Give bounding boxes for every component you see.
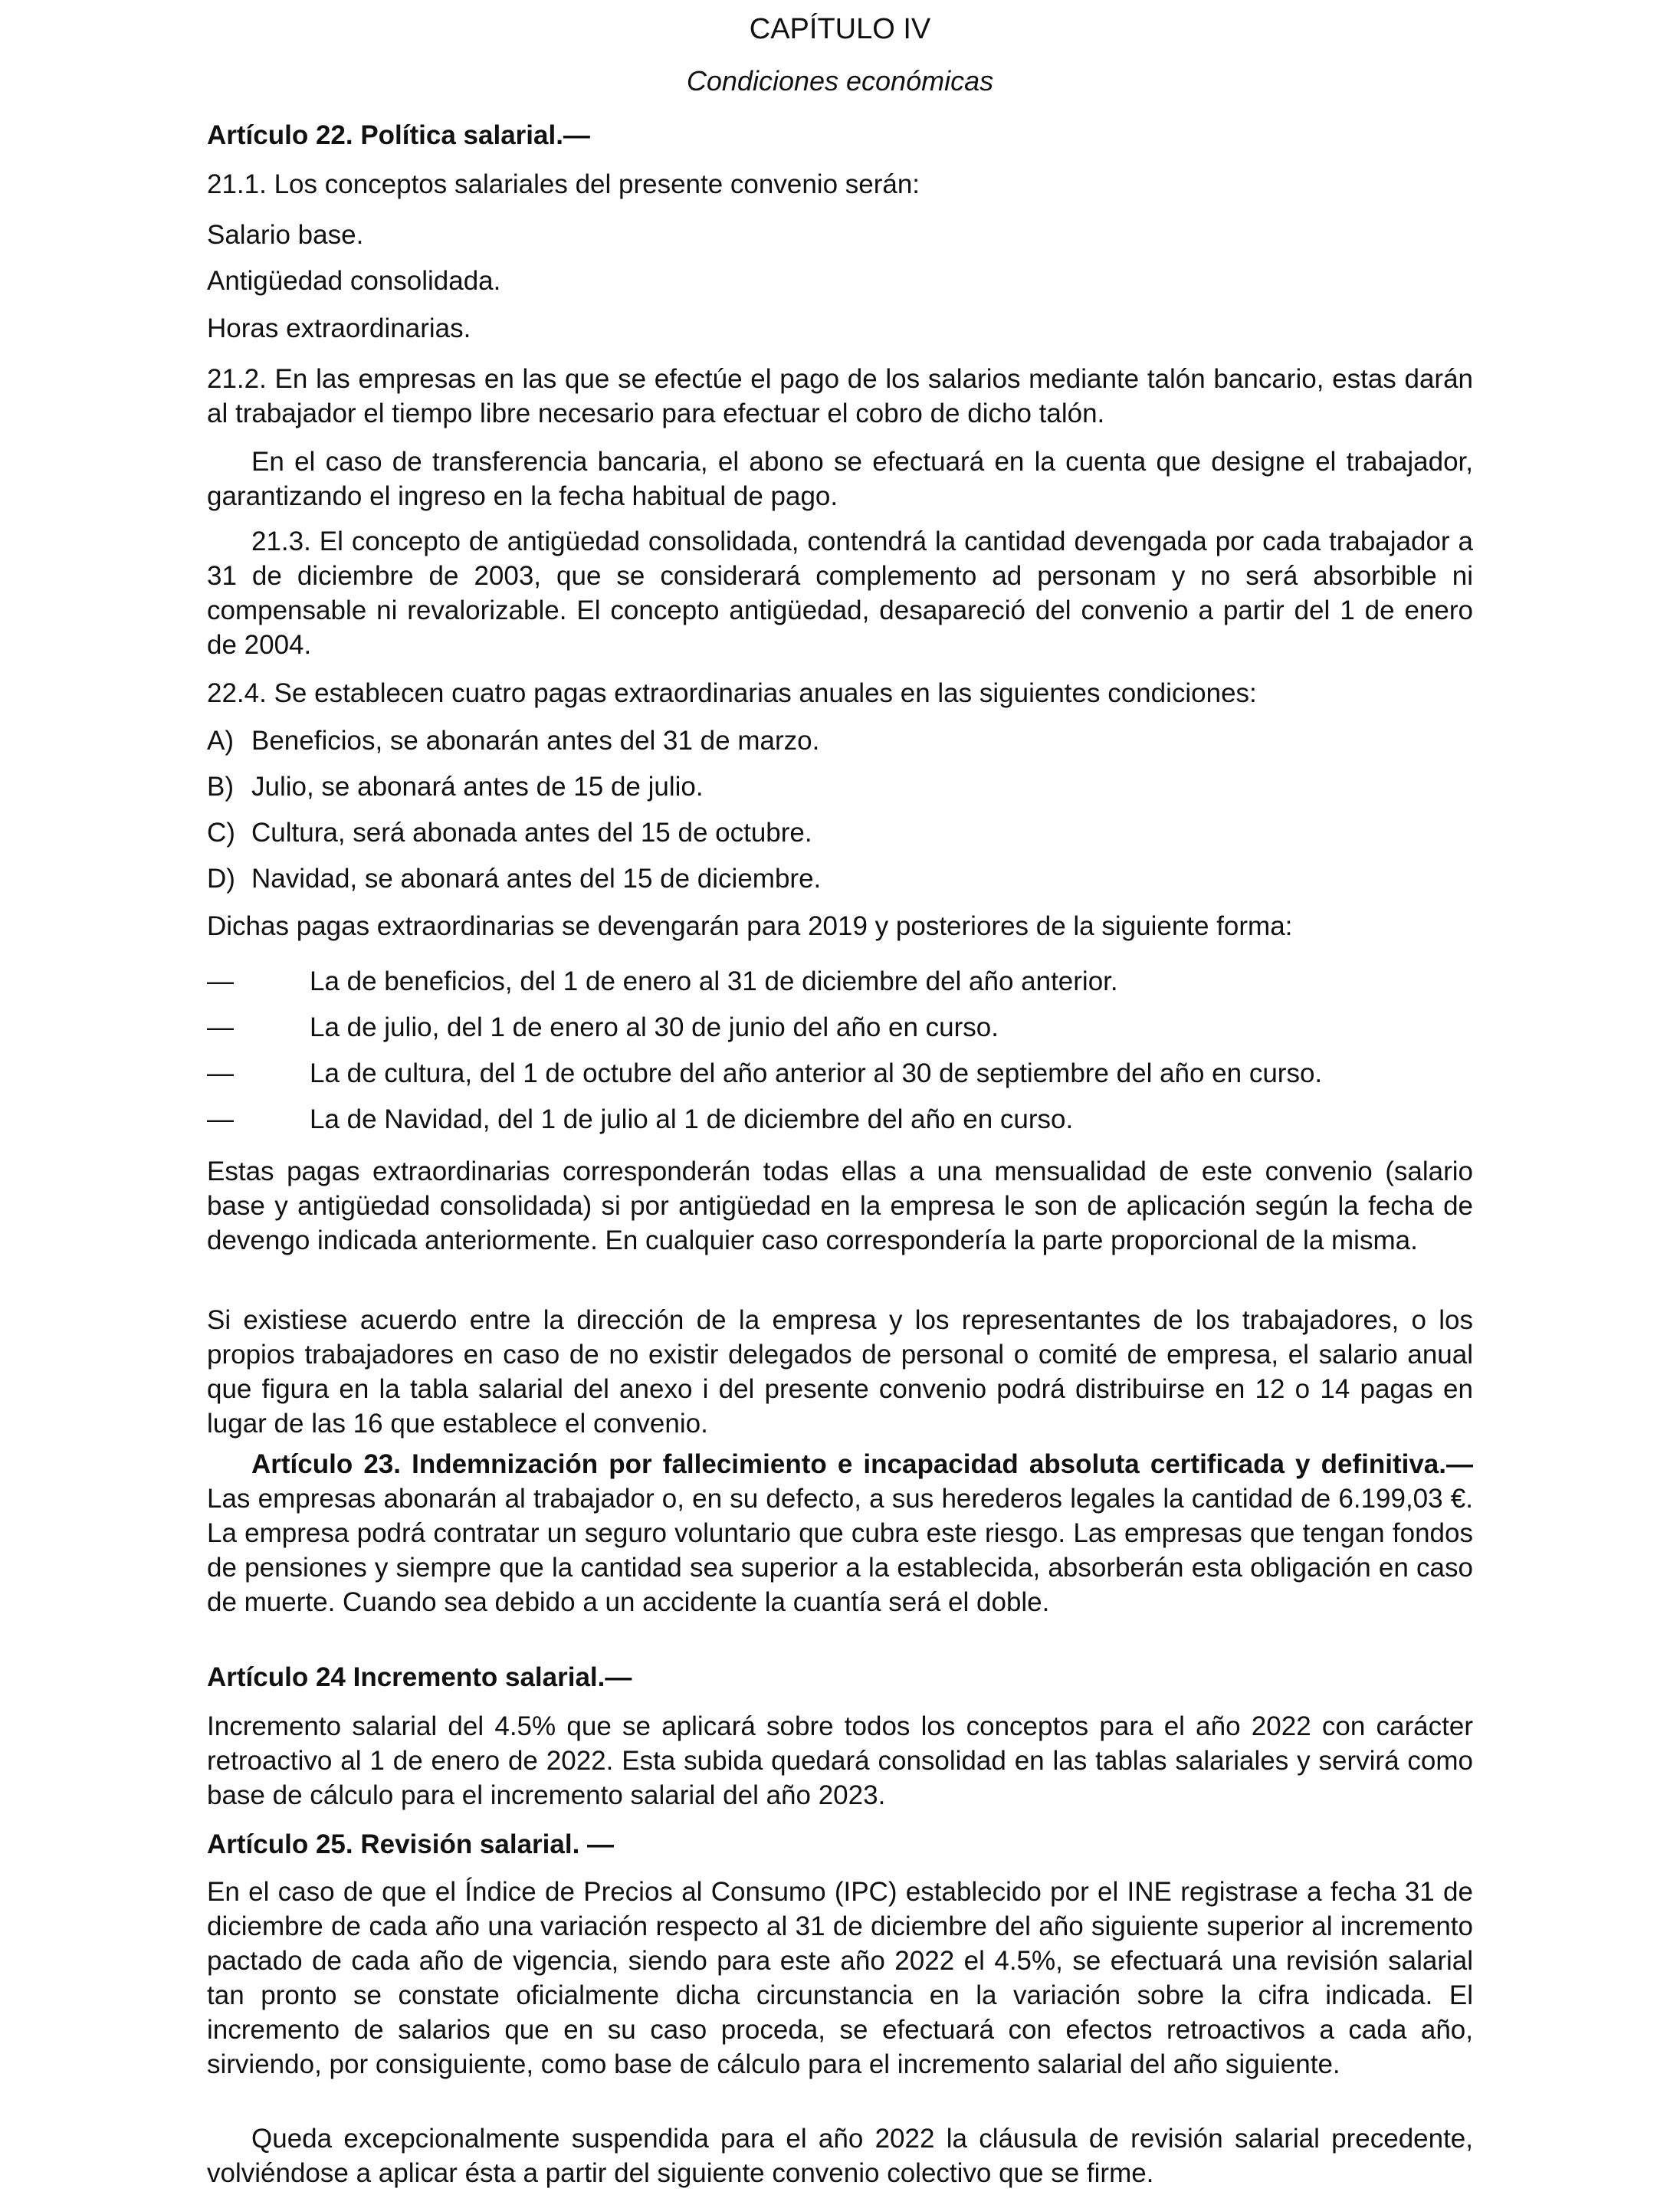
article-22-heading: Artículo 22. Política salarial.— <box>207 120 590 150</box>
dash-marker: — <box>207 966 234 996</box>
dash-marker: — <box>207 1012 234 1042</box>
paragraph-21-3: 21.3. El concepto de antigüedad consolidada, contendrá la cantidad devengada por cada trabajador a 31 de diciembre de 2003, que se considerará complemento ad personam y no será absorbible ni compensable ni revalorizable. El concepto antigüedad, desapareció del convenio a partir del 1 de enero de 2004. <box>207 527 1473 660</box>
paga-letter: C) <box>207 818 235 848</box>
paragraph-transferencia: En el caso de transferencia bancaria, el abono se efectuará en la cuenta que designe el trabajador, garantizando el ingreso en la fecha habitual de pago. <box>207 447 1473 511</box>
devengo-intro: Dichas pagas extraordinarias se devengarán para 2019 y posteriores de la siguiente forma: <box>207 911 1293 941</box>
paragraph-21-1: 21.1. Los conceptos salariales del presente convenio serán: <box>207 169 920 199</box>
article-23 <box>207 1447 1473 1619</box>
paga-letter: A) <box>207 726 234 756</box>
paga-text: Beneficios, se abonarán antes del 31 de marzo. <box>251 726 820 756</box>
concept-item: Salario base. <box>207 220 364 250</box>
paragraph-mensualidad: Estas pagas extraordinarias corresponderán todas ellas a una mensualidad de este convenio (salario base y antigüedad consolidada) si por antigüedad en la empresa le son de aplicación según la fecha de devengo indicada anteriormente. En cualquier caso correspondería la parte proporcional de la misma. <box>207 1157 1473 1255</box>
paragraph-acuerdo: Si existiese acuerdo entre la dirección de la empresa y los representantes de los trabajadores, o los propios trabajadores en caso de no existir delegados de personal o comité de empresa, el salario anual que figura en la tabla salarial del anexo i del presente convenio podrá distribuirse en 12 o 14 pagas en lugar de las 16 que establece el convenio. <box>207 1305 1473 1439</box>
dash-marker: — <box>207 1058 234 1088</box>
dash-marker: — <box>207 1104 234 1134</box>
paga-letter: B) <box>207 772 234 802</box>
article-25-heading: Artículo 25. Revisión salarial. — <box>207 1829 615 1859</box>
article-23-text: Las empresas abonarán al trabajador o, en su defecto, a sus herederos legales la cantidad de 6.199,03 €. La empresa podrá contratar un seguro voluntario que cubra este riesgo. Las empresas que tengan fondos de pensiones y siempre que la cantidad sea superior a la establecida, absorberán esta obligación en caso de muerte. Cuando sea debido a un accidente la cuantía será el doble. <box>207 1484 1473 1617</box>
paragraph-22-4: 22.4. Se establecen cuatro pagas extraordinarias anuales en las siguientes condiciones: <box>207 678 1257 708</box>
devengo-item: La de Navidad, del 1 de julio al 1 de diciembre del año en curso. <box>310 1104 1074 1134</box>
article-24-heading: Artículo 24 Incremento salarial.— <box>207 1662 632 1692</box>
concept-item: Antigüedad consolidada. <box>207 266 501 296</box>
paragraph-21-2: 21.2. En las empresas en las que se efectúe el pago de los salarios mediante talón bancario, estas darán al trabajador el tiempo libre necesario para efectuar el cobro de dicho talón. <box>207 364 1473 428</box>
paga-text: Navidad, se abonará antes del 15 de diciembre. <box>251 864 822 894</box>
paga-text: Julio, se abonará antes de 15 de julio. <box>251 772 704 802</box>
article-23-heading: Artículo 23. Indemnización por fallecimiento e incapacidad absoluta certificada y definitiva.— <box>251 1449 1473 1479</box>
devengo-item: La de julio, del 1 de enero al 30 de junio del año en curso. <box>310 1012 999 1042</box>
article-25-text-2: Queda excepcionalmente suspendida para el año 2022 la cláusula de revisión salarial precedente, volviéndose a aplicar ésta a partir del siguiente convenio colectivo que se firme. <box>207 2124 1473 2188</box>
chapter-subtitle: Condiciones económicas <box>686 65 994 97</box>
article-24-text: Incremento salarial del 4.5% que se aplicará sobre todos los conceptos para el año 2022 con carácter retroactivo al 1 de enero de 2022. Esta subida quedará consolidad en las tablas salariales y servirá como base de cálculo para el incremento salarial del año 2023. <box>207 1711 1473 1810</box>
chapter-title: CAPÍTULO IV <box>749 13 931 45</box>
paga-letter: D) <box>207 864 235 894</box>
concept-item: Horas extraordinarias. <box>207 313 471 343</box>
paga-text: Cultura, será abonada antes del 15 de octubre. <box>251 818 812 848</box>
devengo-item: La de beneficios, del 1 de enero al 31 de diciembre del año anterior. <box>310 966 1118 996</box>
article-25-text: En el caso de que el Índice de Precios al Consumo (IPC) establecido por el INE registrase a fecha 31 de diciembre de cada año una variación respecto al 31 de diciembre del año siguiente superior al incremento pactado de cada año de vigencia, siendo para este año 2022 el 4.5%, se efectuará una revisión salarial tan pronto se constate oficialmente dicha circunstancia en la variación sobre la cifra indicada. El incremento de salarios que en su caso proceda, se efectuará con efectos retroactivos a cada año, sirviendo, por consiguiente, como base de cálculo para el incremento salarial del año siguiente. <box>207 1877 1473 2079</box>
devengo-item: La de cultura, del 1 de octubre del año anterior al 30 de septiembre del año en curso. <box>310 1058 1323 1088</box>
